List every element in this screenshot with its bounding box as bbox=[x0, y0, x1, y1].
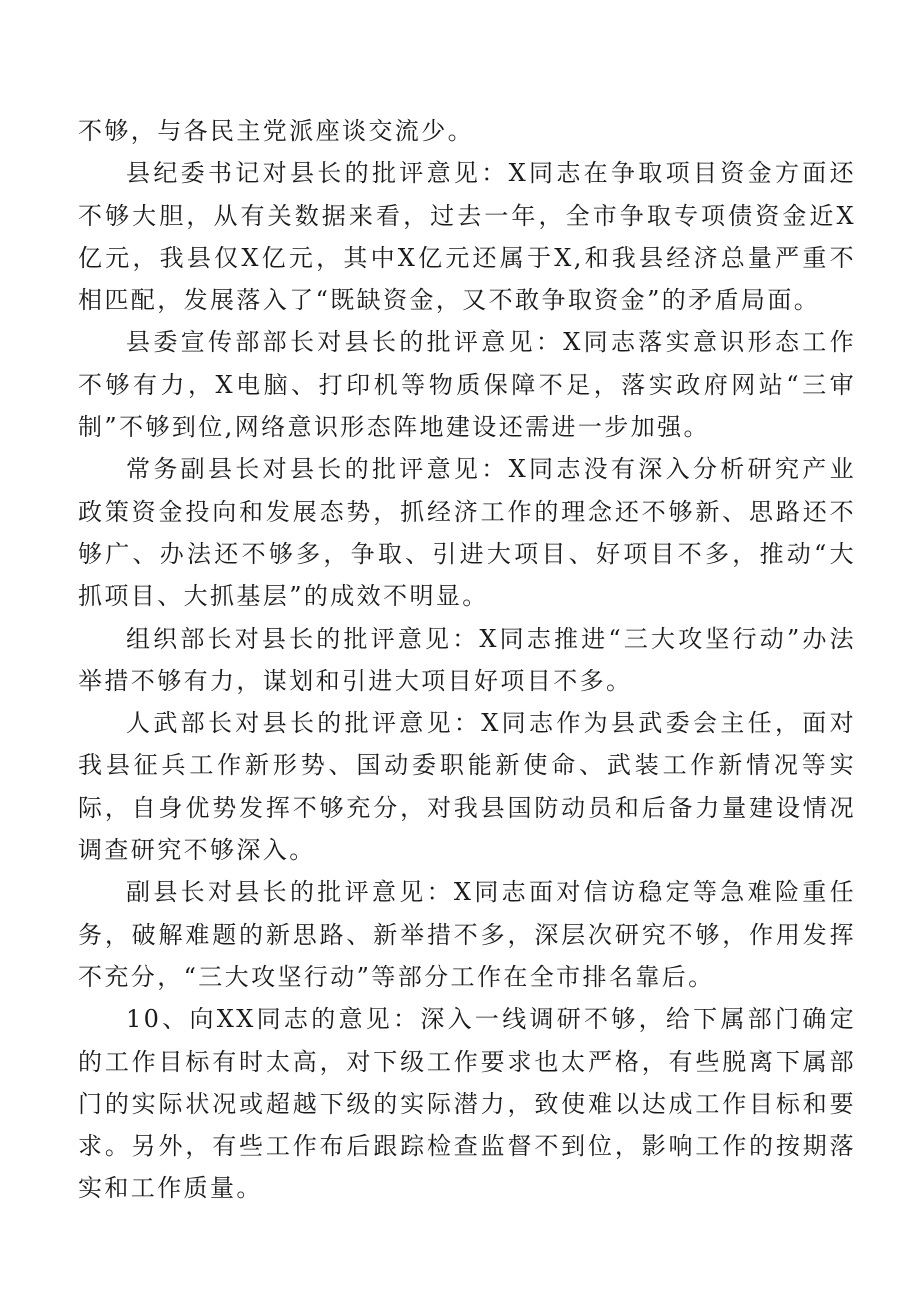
paragraph-continuation: 不够，与各民主党派座谈交流少。 bbox=[78, 117, 474, 145]
paragraph-executive-deputy-criticism: 常务副县长对县长的批评意见：X同志没有深入分析研究产业政策资金投向和发展态势，抓经济工作的理念还不够新、思路还不够广、办法还不够多，争取、引进大项目、好项目不多，推动“大抓项目、大抓基层”的成效不明显。 bbox=[78, 455, 856, 611]
paragraph-propaganda-minister-criticism: 县委宣传部部长对县长的批评意见：X同志落实意识形态工作不够有力，X电脑、打印机等物质保障不足，落实政府网站“三审制”不够到位,网络意识形态阵地建设还需进一步加强。 bbox=[78, 328, 856, 442]
paragraph-item-10-opinion: 10、向XX同志的意见：深入一线调研不够，给下属部门确定的工作目标有时太高，对下级工作要求也太严格，有些脱离下属部门的实际状况或超越下级的实际潜力，致使难以达成工作目标和要求。另外，有些工作布后跟踪检查监督不到位，影响工作的按期落实和工作质量。 bbox=[78, 1005, 856, 1203]
paragraph-organization-minister-criticism: 组织部长对县长的批评意见：X同志推进“三大攻坚行动”办法举措不够有力，谋划和引进大项目好项目不多。 bbox=[78, 624, 856, 695]
paragraph-discipline-secretary-criticism: 县纪委书记对县长的批评意见：X同志在争取项目资金方面还不够大胆，从有关数据来看，过去一年，全市争取专项债资金近X亿元，我县仅X亿元，其中X亿元还属于X,和我县经济总量严重不相匹配，发展落入了“既缺资金，又不敢争取资金”的矛盾局面。 bbox=[78, 159, 856, 315]
paragraph-armed-forces-minister-criticism: 人武部长对县长的批评意见：X同志作为县武委会主任，面对我县征兵工作新形势、国动委职能新使命、武装工作新情况等实际，自身优势发挥不够充分，对我县国防动员和后备力量建设情况调查研究不够深入。 bbox=[78, 709, 856, 865]
document-body bbox=[78, 110, 856, 1210]
paragraph-deputy-county-head-criticism: 副县长对县长的批评意见：X同志面对信访稳定等急难险重任务，破解难题的新思路、新举措不多，深层次研究不够，作用发挥不充分，“三大攻坚行动”等部分工作在全市排名靠后。 bbox=[78, 878, 856, 991]
